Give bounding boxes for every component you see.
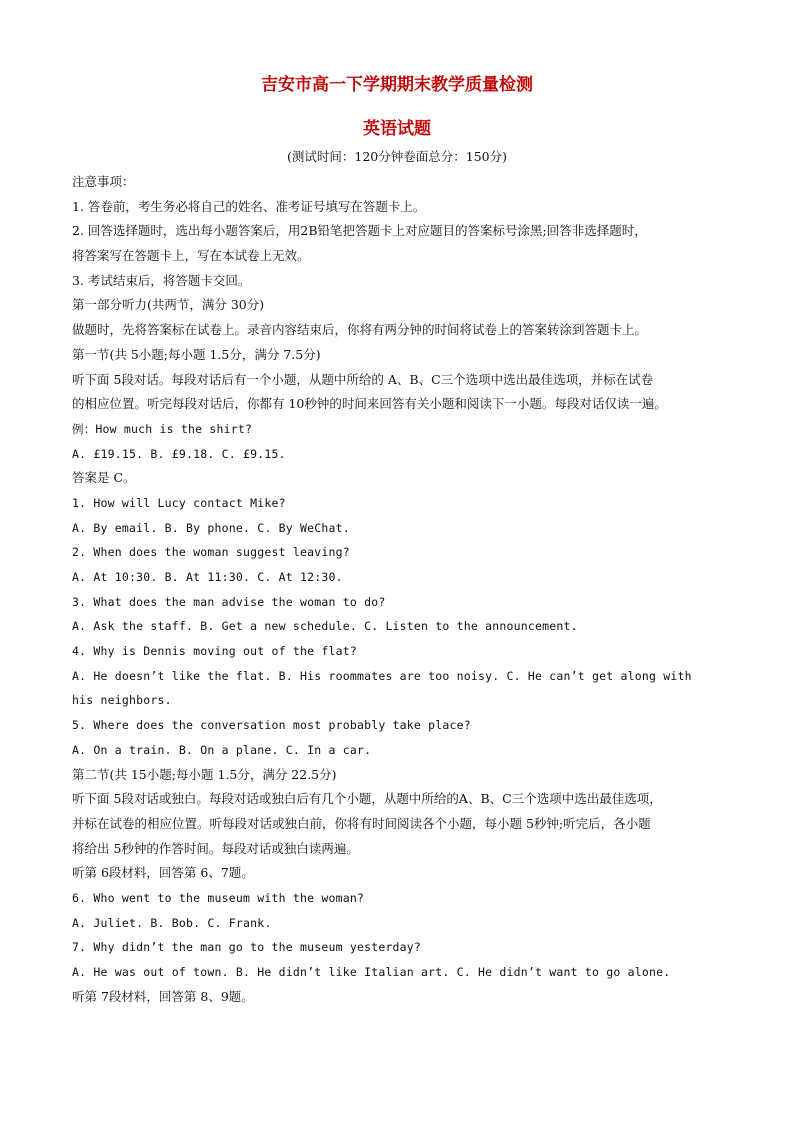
question-6-options: A. Juliet. B. Bob. C. Frank. (72, 915, 272, 930)
question-5-options: A. On a train. B. On a plane. C. In a car. (72, 742, 372, 757)
section2-instruction-line-1: 听下面 5段对话或独白。每段对话或独白后有几个小题，从题中所给的A、B、C三个选项中选出最佳选项， (72, 791, 662, 807)
question-7: 7. Why didn’t the man go to the museum yesterday? (72, 940, 422, 955)
question-7-options: A. He was out of town. B. He didn’t like Italian art. C. He didn’t want to go alone. (72, 965, 671, 979)
material-6-heading: 听第 6段材料，回答第 6、7题。 (72, 865, 254, 881)
section2-heading: 第二节(共 15小题;每小题 1.5分，满分 22.5分) (72, 766, 337, 782)
question-1-options: A. By email. B. By phone. C. By WeChat. (72, 520, 350, 535)
part1-heading: 第一部分听力(共两节，满分 30分) (72, 297, 265, 313)
section1-instruction-line-2: 的相应位置。听完每段对话后，你都有 10秒钟的时间来回答有关小题和阅读下一小题。每段对话仅读一遍。 (72, 396, 667, 412)
section1-heading: 第一节(共 5小题;每小题 1.5分，满分 7.5分) (72, 346, 321, 362)
note-1: 1. 答卷前，考生务必将自己的姓名、准考证号填写在答题卡上。 (72, 198, 426, 214)
example-question: 例：How much is the shirt? (72, 421, 253, 436)
question-4-options-line-2: his neighbors. (72, 693, 172, 708)
section2-instruction-line-3: 将给出 5秒钟的作答时间。每段对话或独白读两遍。 (72, 840, 359, 856)
question-4-options-line-1: A. He doesn’t like the flat. B. His roommates are too noisy. C. He can’t get along with (72, 668, 692, 683)
question-6: 6. Who went to the museum with the woman? (72, 890, 365, 905)
note-2-line-1: 2. 回答选择题时，选出每小题答案后，用2B铅笔把答题卡上对应题目的答案标号涂黑;回答非选择题时， (72, 223, 647, 239)
exam-time-score: (测试时间：120分钟卷面总分：150分) (287, 149, 507, 164)
exam-subtitle: 英语试题 (363, 119, 431, 139)
exam-body (72, 170, 732, 1009)
part1-instruction: 做题时，先将答案标在试卷上。录音内容结束后，你将有两分钟的时间将试卷上的答案转涂到答题卡上。 (72, 322, 648, 338)
example-options: A. £19.15. B. £9.18. C. £9.15. (72, 446, 286, 461)
question-5: 5. Where does the conversation most probably take place? (72, 718, 471, 733)
section1-instruction-line-1: 听下面 5段对话。每段对话后有一个小题，从题中所给的 A、B、C三个选项中选出最佳选项，并标在试卷 (72, 371, 654, 387)
question-1: 1. How will Lucy contact Mike? (72, 495, 286, 510)
notes-heading: 注意事项： (72, 174, 135, 189)
question-3-options: A. Ask the staff. B. Get a new schedule. C. Listen to the announcement. (72, 619, 578, 634)
example-answer: 答案是 C。 (72, 470, 136, 486)
note-2-line-2: 将答案写在答题卡上，写在本试卷上无效。 (72, 248, 310, 264)
question-2: 2. When does the woman suggest leaving? (72, 545, 350, 560)
note-3: 3. 考试结束后，将答题卡交回。 (72, 272, 251, 288)
section2-instruction-line-2: 并标在试卷的相应位置。听每段对话或独白前，你将有时间阅读各个小题，每小题 5秒钟;听完后，各小题 (72, 815, 651, 831)
material-7-heading: 听第 7段材料，回答第 8、9题。 (72, 988, 254, 1004)
exam-title: 吉安市高一下学期期末教学质量检测 (261, 75, 533, 95)
question-4: 4. Why is Dennis moving out of the flat? (72, 644, 357, 659)
question-2-options: A. At 10:30. B. At 11:30. C. At 12:30. (72, 570, 343, 584)
question-3: 3. What does the man advise the woman to do? (72, 594, 386, 609)
